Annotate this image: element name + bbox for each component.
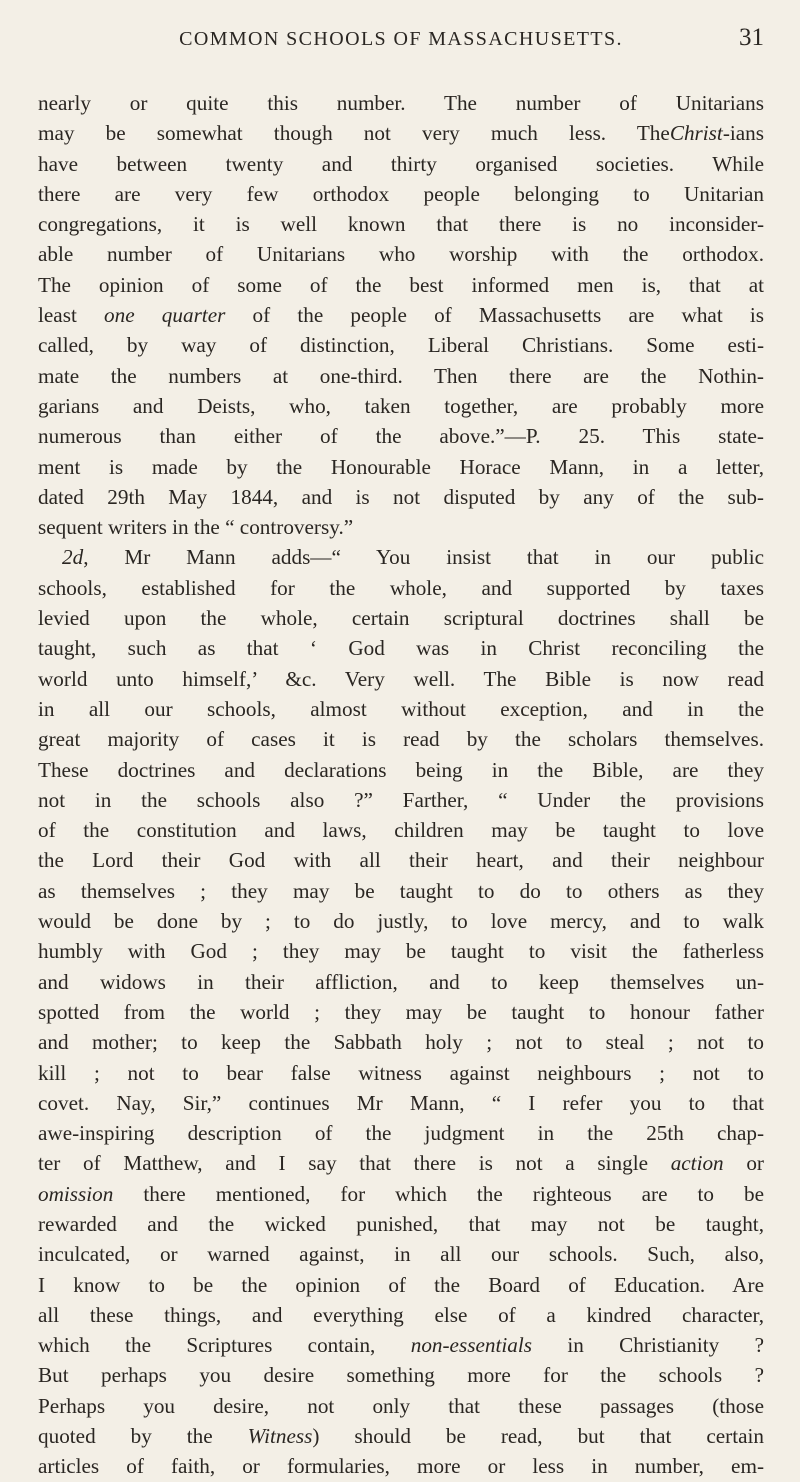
line-text-continued: ) should be read, but that certain	[312, 1424, 764, 1449]
text-line	[38, 88, 764, 118]
line-text: ter of Matthew, and I say that there is not a single	[38, 1151, 671, 1176]
line-text: called, by way of distinction, Liberal Christians. Some esti-	[38, 333, 764, 358]
page-number: 31	[739, 24, 764, 51]
line-text: have between twenty and thirty organised societies. While	[38, 151, 764, 176]
text-line	[38, 1360, 764, 1390]
line-text: These doctrines and declarations being in the Bible, are they	[38, 757, 764, 782]
text-line	[38, 512, 764, 542]
line-text: all these things, and everything else of a kindred character,	[38, 1302, 764, 1327]
line-text: rewarded and the wicked punished, that may not be taught,	[38, 1211, 764, 1236]
text-line	[38, 1118, 764, 1148]
line-text: Perhaps you desire, not only that these passages (those	[38, 1393, 764, 1418]
text-line	[38, 724, 764, 754]
italic-text: one quarter	[104, 303, 226, 328]
text-line	[38, 452, 764, 482]
line-text: not in the schools also ?” Farther, “ Under the provisions	[38, 787, 764, 812]
line-text: mate the numbers at one-third. Then there are the Nothin-	[38, 363, 764, 388]
line-text: and mother; to keep the Sabbath holy ; not to steal ; not to	[38, 1030, 764, 1055]
text-line	[38, 1391, 764, 1421]
text-line	[38, 694, 764, 724]
line-text-continued: of the people of Massachusetts are what is	[225, 303, 764, 328]
running-title: COMMON SCHOOLS OF MASSACHUSETTS.	[179, 28, 623, 50]
italic-text: action	[670, 1151, 724, 1176]
italic-text: Christ	[669, 121, 723, 146]
line-text: sequent writers in the “ controversy.”	[38, 515, 354, 540]
line-text: humbly with God ; they may be taught to visit the fatherless	[38, 939, 764, 964]
text-line	[38, 391, 764, 421]
text-line	[38, 997, 764, 1027]
line-text: ment is made by the Honourable Horace Mann, in a letter,	[38, 454, 764, 479]
line-text: in all our schools, almost without exception, and in the	[38, 696, 764, 721]
text-line	[38, 1058, 764, 1088]
text-line	[38, 906, 764, 936]
text-line	[38, 633, 764, 663]
text-line	[38, 936, 764, 966]
line-text-continued: in Christianity ?	[531, 1333, 764, 1358]
line-text: schools, established for the whole, and supported by taxes	[38, 575, 764, 600]
text-line	[38, 1300, 764, 1330]
text-line	[38, 1179, 764, 1209]
line-text: great majority of cases it is read by the scholars themselves.	[38, 727, 764, 752]
line-text: the Lord their God with all their heart, and their neighbour	[38, 848, 764, 873]
text-line	[38, 542, 764, 572]
line-text: articles of faith, or formularies, more or less in number, em-	[38, 1454, 764, 1479]
line-text: covet. Nay, Sir,” continues Mr Mann, “ I refer you to that	[38, 1090, 764, 1115]
line-text: nearly or quite this number. The number of Unitarians	[38, 91, 764, 115]
line-text: able number of Unitarians who worship with the orthodox.	[38, 242, 764, 267]
text-line	[38, 330, 764, 360]
line-text: taught, such as that ‘ God was in Christ reconciling the	[38, 636, 764, 661]
line-text-continued: there mentioned, for which the righteous are to be	[113, 1181, 764, 1206]
text-line	[38, 482, 764, 512]
text-line	[38, 1421, 764, 1451]
line-text: would be done by ; to do justly, to love mercy, and to walk	[38, 909, 764, 934]
text-line	[38, 118, 764, 148]
text-line	[38, 1209, 764, 1239]
text-line	[38, 815, 764, 845]
line-text: quoted by the	[38, 1424, 248, 1449]
text-line	[38, 179, 764, 209]
line-text: levied upon the whole, certain scriptural doctrines shall be	[38, 606, 764, 631]
text-line	[38, 664, 764, 694]
line-text-continued: -ians	[722, 121, 764, 146]
line-text: inculcated, or warned against, in all our schools. Such, also,	[38, 1242, 764, 1267]
line-text: garians and Deists, who, taken together, are probably more	[38, 393, 764, 418]
line-text: dated 29th May 1844, and is not disputed by any of the sub-	[38, 484, 764, 509]
text-line	[38, 755, 764, 785]
italic-text: non-essentials	[410, 1333, 532, 1358]
text-line	[38, 239, 764, 269]
line-text: awe-inspiring description of the judgment in the 25th chap-	[38, 1121, 764, 1146]
text-line	[38, 845, 764, 875]
line-text: spotted from the world ; they may be taught to honour father	[38, 999, 764, 1024]
line-text: The opinion of some of the best informed men is, that at	[38, 272, 764, 297]
body-text	[38, 88, 764, 1482]
text-line	[38, 270, 764, 300]
line-text-continued: or	[723, 1151, 764, 1176]
text-line	[38, 785, 764, 815]
text-line	[38, 361, 764, 391]
line-text: numerous than either of the above.”—P. 25. This state-	[38, 424, 764, 449]
line-text: But perhaps you desire something more for the schools ?	[38, 1363, 764, 1388]
text-line	[38, 209, 764, 239]
text-line	[38, 1270, 764, 1300]
text-line	[38, 1451, 764, 1481]
line-text: may be somewhat though not very much less. The	[38, 121, 670, 146]
text-line	[38, 149, 764, 179]
line-text: I know to be the opinion of the Board of Education. Are	[38, 1272, 764, 1297]
line-text: kill ; not to bear false witness against neighbours ; not to	[38, 1060, 764, 1085]
line-text-continued: , Mr Mann adds—“ You insist that in our public	[83, 545, 764, 570]
line-text: and widows in their affliction, and to keep themselves un-	[38, 969, 764, 994]
text-line	[38, 1148, 764, 1178]
text-line	[38, 603, 764, 633]
text-line	[38, 1239, 764, 1269]
text-line	[38, 1088, 764, 1118]
text-line	[38, 876, 764, 906]
text-line	[38, 1330, 764, 1360]
line-text: of the constitution and laws, children may be taught to love	[38, 818, 764, 843]
italic-text: 2d	[62, 545, 84, 570]
italic-text: Witness	[247, 1424, 313, 1449]
line-text: which the Scriptures contain,	[38, 1333, 411, 1358]
line-text: world unto himself,’ &c. Very well. The Bible is now read	[38, 666, 764, 691]
text-line	[38, 573, 764, 603]
line-text: as themselves ; they may be taught to do to others as they	[38, 878, 764, 903]
italic-text: omission	[38, 1181, 114, 1206]
running-head	[38, 24, 764, 58]
line-text: congregations, it is well known that there is no inconsider-	[38, 212, 764, 237]
text-line	[38, 1027, 764, 1057]
text-line	[38, 300, 764, 330]
line-text: least	[38, 303, 105, 328]
text-line	[38, 421, 764, 451]
line-text: there are very few orthodox people belonging to Unitarian	[38, 181, 764, 206]
text-line	[38, 967, 764, 997]
